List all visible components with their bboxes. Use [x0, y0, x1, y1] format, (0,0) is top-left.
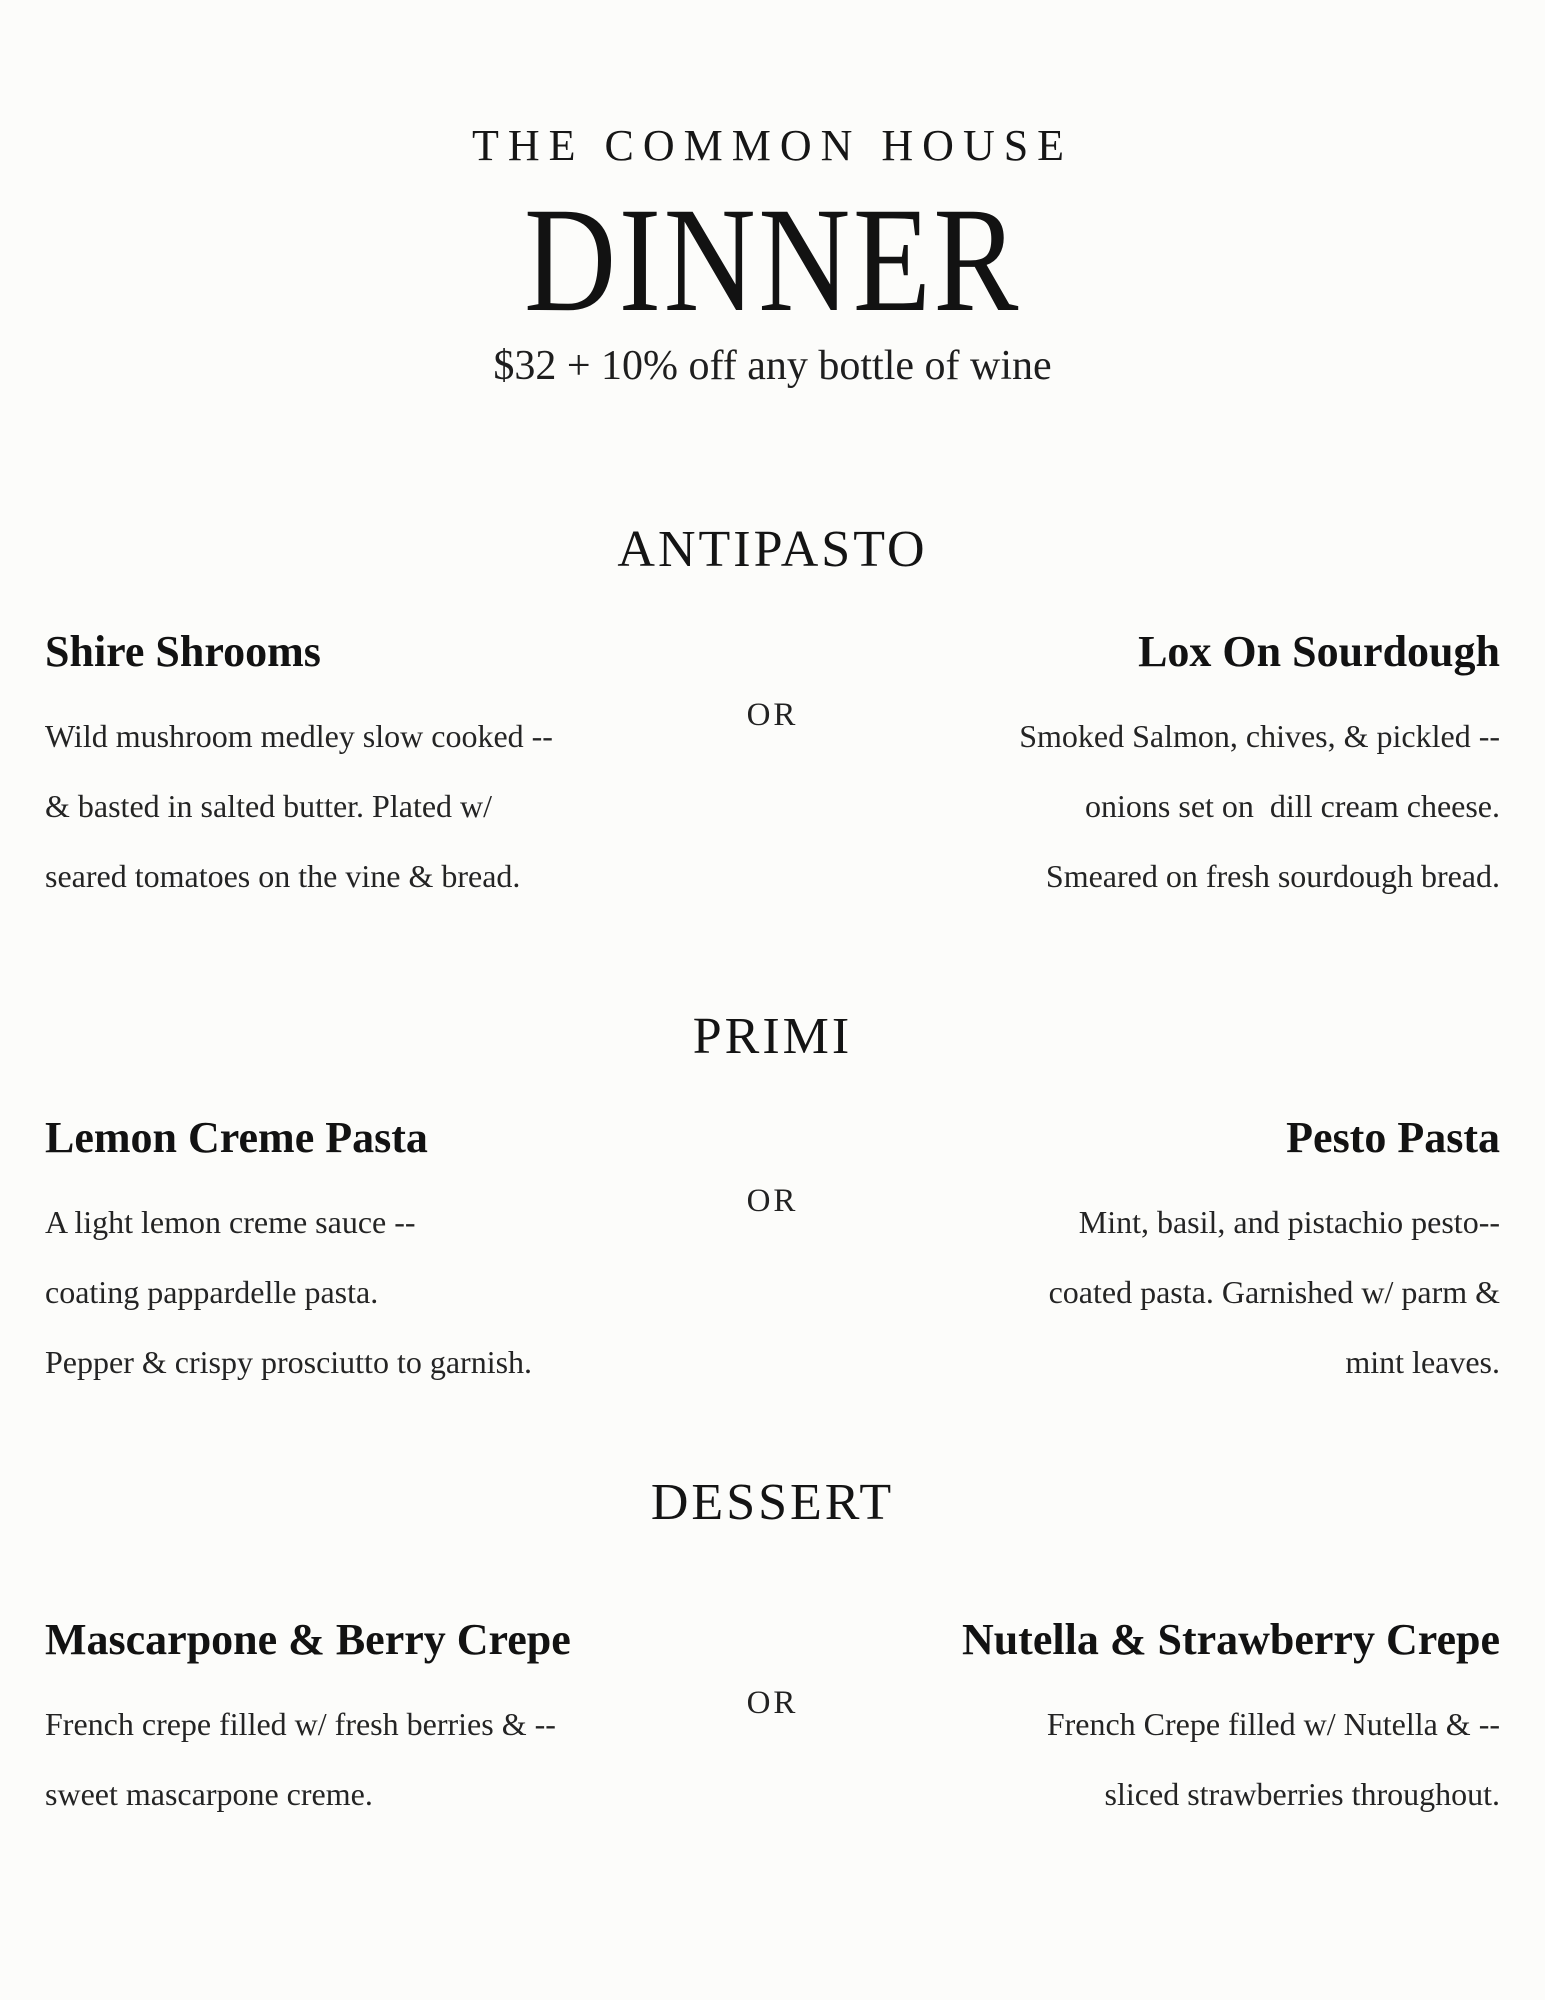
section-row-primi [45, 1113, 1500, 1397]
item-title: Shire Shrooms [45, 626, 321, 676]
menu-subtitle: $32 + 10% off any bottle of wine [493, 343, 1052, 389]
item-description [853, 1187, 1501, 1397]
menu-item-lox-on-sourdough [853, 627, 1501, 911]
menu-item-shire-shrooms [45, 627, 693, 911]
description-line: sliced strawberries throughout. [1104, 1775, 1500, 1812]
description-line: onions set on dill cream cheese. [1085, 787, 1500, 824]
or-divider [693, 1615, 853, 1722]
description-line: Pepper & crispy prosciutto to garnish. [45, 1344, 533, 1381]
section-dessert [45, 1472, 1500, 1828]
description-line: Wild mushroom medley slow cooked -- [45, 717, 553, 754]
section-primi [45, 1006, 1500, 1397]
description-line: A light lemon creme sauce -- [45, 1204, 416, 1241]
section-antipasto [45, 519, 1500, 910]
description-line: French Crepe filled w/ Nutella & -- [1046, 1705, 1500, 1742]
description-line: Smoked Salmon, chives, & pickled -- [1019, 717, 1500, 754]
section-header-primi: PRIMI [692, 1007, 853, 1065]
description-line: French crepe filled w/ fresh berries & -- [45, 1705, 556, 1742]
item-description [853, 701, 1501, 911]
restaurant-name: THE COMMON HOUSE [471, 121, 1074, 170]
item-description [45, 701, 693, 911]
item-title: Lox On Sourdough [1138, 626, 1500, 676]
or-label: OR [746, 696, 799, 733]
description-line: seared tomatoes on the vine & bread. [45, 857, 521, 894]
menu-header [45, 0, 1500, 391]
menu-item-lemon-creme-pasta [45, 1113, 693, 1397]
or-label: OR [746, 1684, 799, 1721]
or-divider [693, 627, 853, 734]
description-line: coating pappardelle pasta. [45, 1274, 379, 1311]
item-title: Lemon Creme Pasta [45, 1113, 428, 1163]
item-description [45, 1187, 693, 1397]
description-line: Mint, basil, and pistachio pesto-- [1078, 1204, 1500, 1241]
or-label: OR [746, 1183, 799, 1220]
menu-item-nutella-strawberry-crepe [853, 1615, 1501, 1829]
menu-title: DINNER [524, 177, 1021, 343]
section-row-antipasto [45, 627, 1500, 911]
item-title: Nutella & Strawberry Crepe [961, 1614, 1500, 1664]
description-line: & basted in salted butter. Plated w/ [45, 787, 493, 824]
item-title: Pesto Pasta [1286, 1113, 1500, 1163]
section-row-dessert [45, 1615, 1500, 1829]
description-line: coated pasta. Garnished w/ parm & [1048, 1274, 1500, 1311]
section-header-dessert: DESSERT [650, 1474, 895, 1532]
section-header-antipasto: ANTIPASTO [617, 521, 928, 579]
menu-item-pesto-pasta [853, 1113, 1501, 1397]
description-line: mint leaves. [1345, 1344, 1500, 1381]
item-title: Mascarpone & Berry Crepe [45, 1614, 571, 1664]
menu-item-mascarpone-berry-crepe [45, 1615, 693, 1829]
or-divider [693, 1113, 853, 1220]
description-line: Smeared on fresh sourdough bread. [1045, 857, 1500, 894]
item-description [45, 1689, 693, 1829]
description-line: sweet mascarpone creme. [45, 1775, 373, 1812]
item-description [853, 1689, 1501, 1829]
